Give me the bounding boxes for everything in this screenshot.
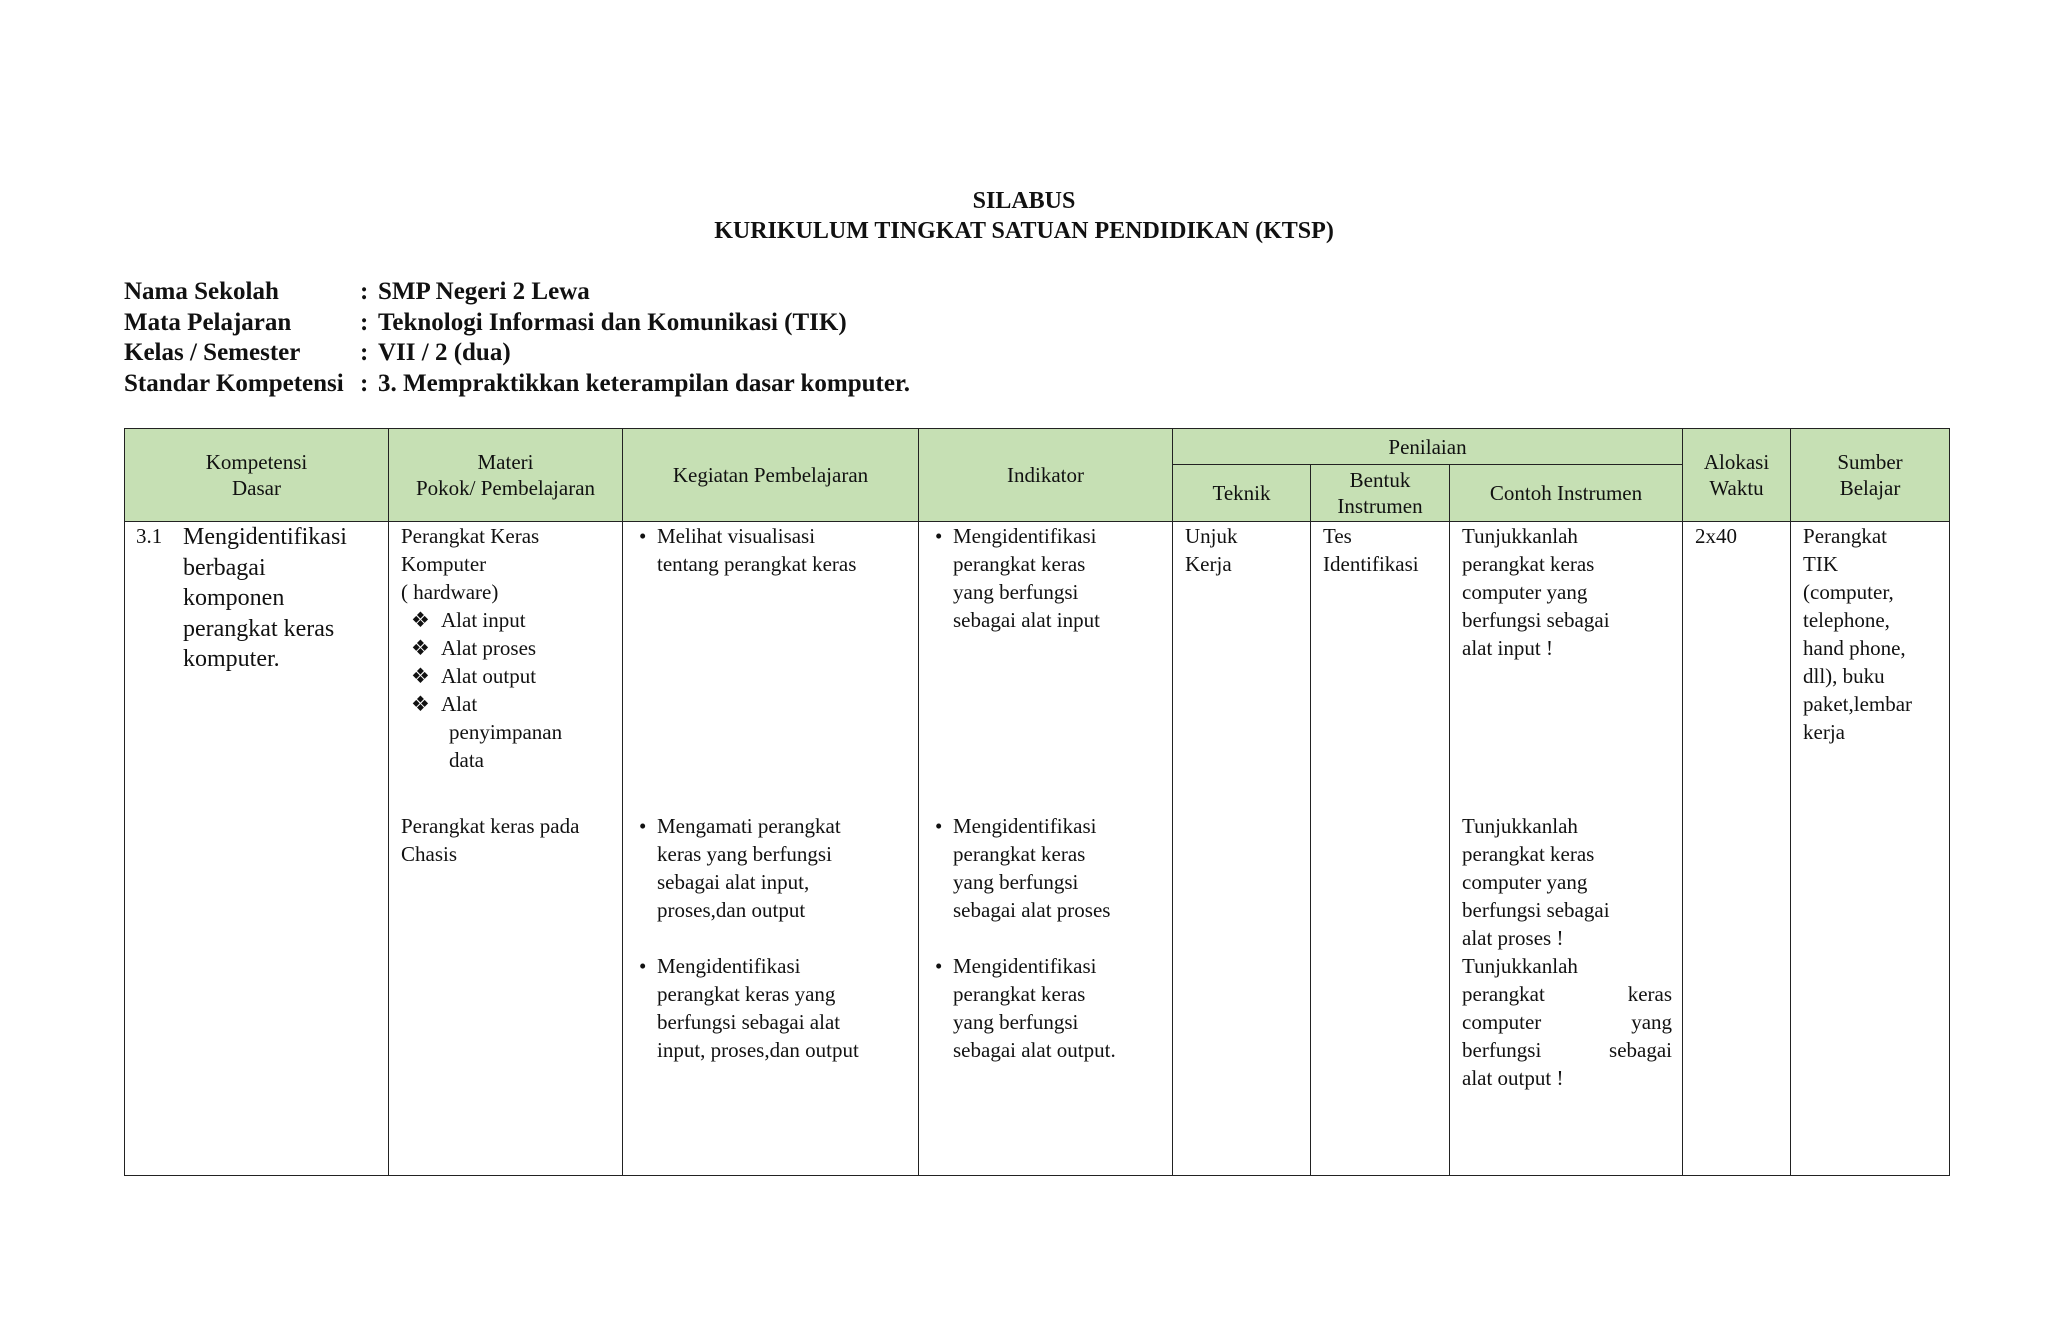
meta-label: Standar Kompetensi — [124, 369, 344, 397]
header-materi — [389, 429, 623, 522]
meta-row-nama-sekolah — [124, 278, 910, 309]
text-line: kerja — [1803, 720, 1845, 744]
text-line: yang berfungsi — [953, 580, 1079, 604]
header-indikator: Indikator — [919, 429, 1173, 522]
text-line: perangkat keras — [953, 552, 1086, 576]
header-line: Dasar — [232, 476, 281, 500]
header-line: Pokok/ Pembelajaran — [415, 476, 596, 500]
text-line: perangkat keras yang — [657, 982, 836, 1006]
bentuk-value — [1323, 522, 1439, 578]
cell-indikator — [919, 522, 1173, 1176]
syllabus-table — [124, 428, 1950, 1176]
text-line: penyimpanan — [449, 720, 563, 744]
text-line: • Mengidentifikasi — [953, 814, 1097, 838]
text-line: alat proses ! — [1462, 926, 1564, 950]
meta-value: Teknologi Informasi dan Komunikasi (TIK) — [378, 308, 847, 336]
meta-value: SMP Negeri 2 Lewa — [378, 278, 590, 305]
materi-item-label: Alat — [441, 692, 478, 716]
meta-label: Mata Pelajaran — [124, 308, 292, 336]
meta-block — [124, 278, 910, 400]
header-line: Instrumen — [1337, 494, 1423, 518]
text-line: komponen — [183, 585, 285, 611]
text-line: Perangkat — [1803, 524, 1887, 548]
indikator-list-1 — [931, 522, 1162, 634]
meta-value: 3. Mempraktikkan keterampilan dasar komputer. — [378, 369, 910, 397]
meta-row-mata-pelajaran — [124, 309, 910, 340]
contoh-block-1 — [1462, 522, 1672, 662]
meta-colon: : — [360, 278, 369, 305]
text-line: computer yang — [1462, 870, 1588, 894]
text-line: ( hardware) — [401, 580, 499, 604]
contoh-block-3 — [1462, 952, 1672, 1092]
header-sumber-belajar — [1791, 429, 1950, 522]
meta-value: VII / 2 (dua) — [378, 339, 511, 366]
header-line: Sumber — [1837, 450, 1903, 474]
text-line: computer yang — [1462, 580, 1588, 604]
diamond-bullet-icon: ❖ — [411, 636, 430, 660]
list-item — [635, 522, 908, 578]
materi-item-label: Alat output — [441, 664, 537, 688]
text-line: Kerja — [1185, 552, 1232, 576]
list-item — [635, 952, 908, 1064]
text-line: (computer, — [1803, 580, 1894, 604]
text-line: proses,dan output — [657, 898, 806, 922]
sumber-value — [1803, 522, 1939, 746]
meta-colon: : — [360, 369, 369, 397]
meta-label: Nama Sekolah — [124, 278, 279, 305]
text-line: • Melihat visualisasi — [657, 524, 816, 548]
text-line: Perangkat keras pada — [401, 814, 580, 838]
header-contoh-instrumen: Contoh Instrumen — [1450, 465, 1683, 522]
text-line: Tunjukkanlah — [1462, 524, 1578, 548]
header-line: Alokasi — [1703, 450, 1770, 474]
cell-contoh-instrumen — [1450, 522, 1683, 1176]
list-item — [931, 522, 1162, 634]
cell-sumber-belajar — [1791, 522, 1950, 1176]
materi-item — [401, 606, 612, 634]
text-line: hand phone, — [1803, 636, 1906, 660]
materi-item — [401, 634, 612, 662]
diamond-bullet-icon: ❖ — [411, 692, 430, 716]
cell-bentuk-instrumen — [1311, 522, 1450, 1176]
materi-item-label: Alat input — [441, 608, 526, 632]
text-line: TIK — [1803, 552, 1839, 576]
meta-colon: : — [360, 339, 369, 366]
word: yang — [1631, 1010, 1673, 1034]
meta-colon: : — [360, 308, 369, 336]
kegiatan-list-2 — [635, 812, 908, 1064]
meta-row-standar-kompetensi — [124, 370, 910, 401]
text-line: Perangkat Keras — [401, 524, 540, 548]
meta-row-kelas-semester — [124, 339, 910, 370]
text-line: sebagai alat output. — [953, 1038, 1116, 1062]
diamond-bullet-icon: ❖ — [411, 608, 430, 632]
text-line: sebagai alat input, — [657, 870, 810, 894]
meta-label: Kelas / Semester — [124, 339, 301, 366]
justified-line — [1462, 1036, 1672, 1064]
text-line: telephone, — [1803, 608, 1890, 632]
cell-kompetensi-dasar — [125, 522, 389, 1176]
header-bentuk-instrumen — [1311, 465, 1450, 522]
indikator-list-2 — [931, 812, 1162, 1064]
text-line: berfungsi sebagai alat — [657, 1010, 841, 1034]
text-line: alat input ! — [1462, 636, 1553, 660]
text-line: Mengidentifikasi — [183, 524, 347, 550]
header-penilaian: Penilaian — [1173, 429, 1683, 465]
materi-block-2 — [401, 812, 612, 868]
justified-line — [1462, 1008, 1672, 1036]
justified-line — [1462, 980, 1672, 1008]
text-line: Identifikasi — [1323, 552, 1419, 576]
text-line: data — [449, 748, 484, 772]
word: computer — [1462, 1010, 1542, 1034]
text-line: perangkat keras — [953, 982, 1086, 1006]
text-line: • Mengidentifikasi — [657, 954, 801, 978]
text-line: Tunjukkanlah — [1462, 814, 1578, 838]
materi-item — [401, 662, 612, 690]
text-line: perangkat keras — [1462, 842, 1595, 866]
text-line: sebagai alat input — [953, 608, 1100, 632]
word: perangkat — [1462, 982, 1545, 1006]
word: berfungsi — [1462, 1038, 1542, 1062]
text-line: yang berfungsi — [953, 1010, 1079, 1034]
text-line: Unjuk — [1185, 524, 1238, 548]
text-line: Chasis — [401, 842, 458, 866]
header-line: Kompetensi — [205, 450, 308, 474]
text-line: • Mengamati perangkat — [657, 814, 841, 838]
cell-kegiatan — [623, 522, 919, 1176]
text-line: sebagai alat proses — [953, 898, 1111, 922]
text-line: berfungsi sebagai — [1462, 608, 1610, 632]
header-alokasi-waktu — [1683, 429, 1791, 522]
materi-item — [401, 690, 612, 718]
text-line: tentang perangkat keras — [657, 552, 857, 576]
text-line: • Mengidentifikasi — [953, 524, 1097, 548]
cell-alokasi-waktu — [1683, 522, 1791, 1176]
text-line: keras yang berfungsi — [657, 842, 832, 866]
kegiatan-list-1 — [635, 522, 908, 578]
list-item — [931, 812, 1162, 924]
header-line: Belajar — [1839, 476, 1901, 500]
text-line: input, proses,dan output — [657, 1038, 859, 1062]
word: sebagai — [1609, 1038, 1673, 1062]
document-title: SILABUS — [972, 188, 1076, 214]
header-line: Bentuk — [1349, 468, 1411, 492]
text-line: perangkat keras — [953, 842, 1086, 866]
text-line: berbagai — [183, 554, 266, 581]
teknik-value — [1185, 522, 1300, 578]
text-line: alat output ! — [1462, 1066, 1564, 1090]
text-line: • Mengidentifikasi — [953, 954, 1097, 978]
text-line: yang berfungsi — [953, 870, 1079, 894]
header-line: Materi — [477, 450, 534, 474]
word: keras — [1627, 982, 1673, 1006]
diamond-bullet-icon: ❖ — [411, 664, 430, 688]
materi-item-label: Alat proses — [441, 636, 537, 660]
table-row — [125, 522, 1950, 1176]
contoh-block-2 — [1462, 812, 1672, 952]
cell-teknik — [1173, 522, 1311, 1176]
text-line: berfungsi sebagai — [1462, 898, 1610, 922]
list-item — [931, 952, 1162, 1064]
kd-text — [183, 522, 380, 675]
materi-block-1 — [401, 522, 612, 774]
cell-materi — [389, 522, 623, 1176]
text-line: paket,lembar — [1803, 692, 1913, 716]
alokasi-value: 2x40 — [1695, 524, 1738, 548]
text-line: komputer. — [183, 646, 280, 672]
text-line: dll), buku — [1803, 664, 1885, 688]
document-subtitle: KURIKULUM TINGKAT SATUAN PENDIDIKAN (KTSP) — [714, 218, 1334, 244]
header-kompetensi-dasar — [125, 429, 389, 522]
text-line: perangkat keras — [1462, 552, 1595, 576]
text-line: Tes — [1323, 524, 1352, 548]
text-line: Komputer — [401, 552, 487, 576]
header-kegiatan: Kegiatan Pembelajaran — [623, 429, 919, 522]
header-teknik: Teknik — [1173, 465, 1311, 522]
text-line: perangkat keras — [183, 615, 335, 642]
text-line: Tunjukkanlah — [1462, 954, 1578, 978]
header-line: Waktu — [1709, 476, 1764, 500]
list-item — [635, 812, 908, 924]
kd-number: 3.1 — [136, 524, 163, 548]
